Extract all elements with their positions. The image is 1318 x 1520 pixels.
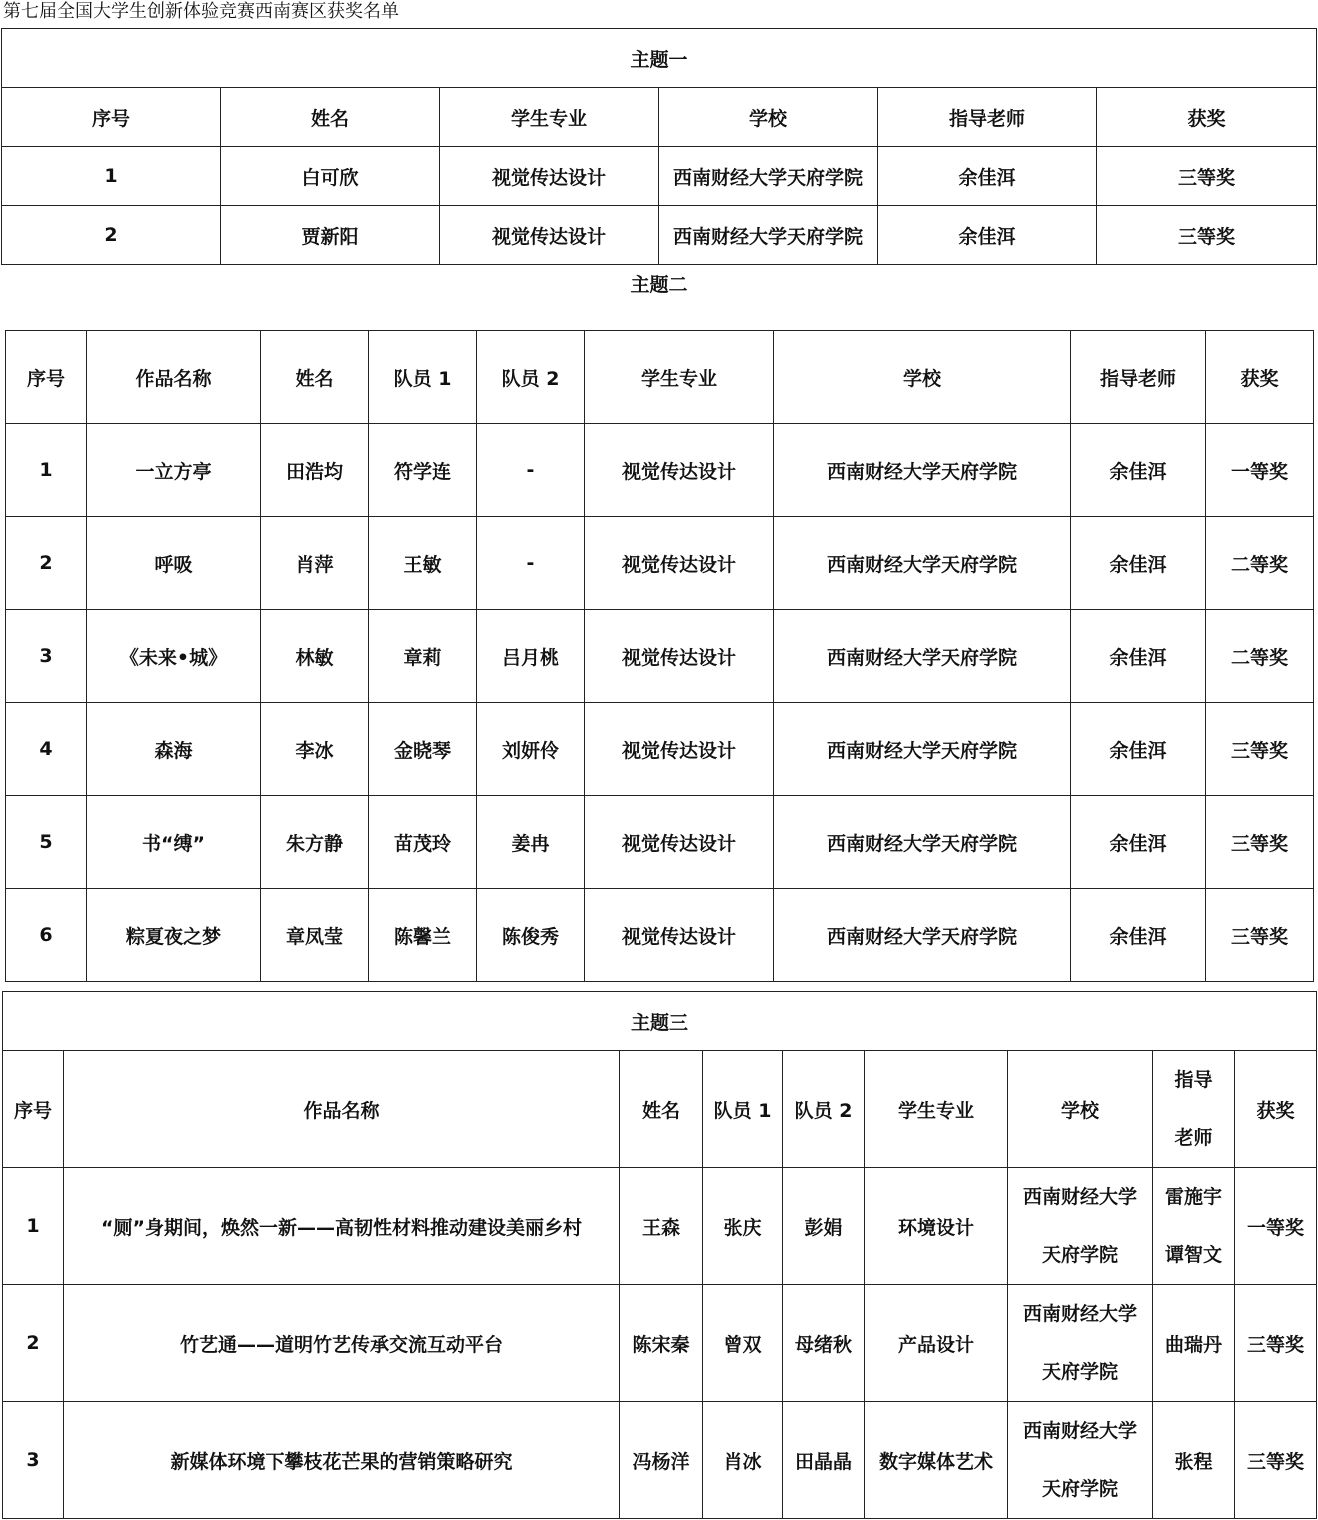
table-row: [2, 147, 1317, 206]
table-cell: 2: [3, 1285, 64, 1402]
table-cell: 林敏: [261, 610, 369, 703]
table-cell: 三等奖: [1097, 206, 1317, 265]
header-cell: 序号: [6, 331, 87, 424]
table-cell: 一立方亭: [87, 424, 261, 517]
table-cell: 陈宋秦: [620, 1285, 703, 1402]
table-cell: 金晓琴: [369, 703, 477, 796]
table-cell-work: 竹艺通——道明竹艺传承交流互动平台: [64, 1285, 620, 1402]
header-cell: 学校: [1008, 1051, 1153, 1168]
table-cell: 森海: [87, 703, 261, 796]
header-cell: 队员 2: [477, 331, 585, 424]
table-cell: 视觉传达设计: [585, 703, 774, 796]
table-cell: 刘妍伶: [477, 703, 585, 796]
table-cell: 王敏: [369, 517, 477, 610]
table-cell: 符学连: [369, 424, 477, 517]
theme3-title: 主题三: [3, 992, 1317, 1051]
table-cell: 余佳洱: [1071, 703, 1206, 796]
school-line1: 西南财经大学: [1022, 1420, 1137, 1442]
header-cell: 队员 1: [369, 331, 477, 424]
table-cell: 田晶晶: [783, 1402, 865, 1519]
table-cell: 西南财经大学天府学院: [774, 517, 1071, 610]
table-cell: 西南财经大学天府学院: [774, 610, 1071, 703]
table-row: [6, 889, 1314, 982]
header-cell: 获奖: [1097, 88, 1317, 147]
table-cell: 2: [2, 206, 221, 265]
header-teacher-line2: 老师: [1174, 1127, 1213, 1149]
table-cell: 章凤莹: [261, 889, 369, 982]
table-cell: 三等奖: [1206, 889, 1314, 982]
header-cell: 序号: [3, 1051, 64, 1168]
table-cell: 5: [6, 796, 87, 889]
table-row: [6, 424, 1314, 517]
table-cell: 朱方静: [261, 796, 369, 889]
header-cell-teacher: [1153, 1051, 1235, 1168]
header-cell: 指导老师: [1071, 331, 1206, 424]
table-cell: 肖萍: [261, 517, 369, 610]
table-cell: 田浩均: [261, 424, 369, 517]
school-line1: 西南财经大学: [1022, 1303, 1137, 1325]
table-cell: 白可欣: [221, 147, 440, 206]
table-cell: 余佳洱: [878, 206, 1097, 265]
table-cell: 西南财经大学天府学院: [774, 889, 1071, 982]
header-cell: 学生专业: [585, 331, 774, 424]
table-cell: 1: [2, 147, 221, 206]
header-cell: 序号: [2, 88, 221, 147]
table-cell-teacher: [1153, 1168, 1235, 1285]
table-cell: 王森: [620, 1168, 703, 1285]
table-cell-school: [1008, 1402, 1153, 1519]
table-cell: 1: [6, 424, 87, 517]
table-cell: 西南财经大学天府学院: [659, 147, 878, 206]
table-cell: 贾新阳: [221, 206, 440, 265]
table-row: [3, 1168, 1317, 1285]
table-cell: 陈馨兰: [369, 889, 477, 982]
theme1-title: 主题一: [2, 29, 1317, 88]
header-cell: 姓名: [221, 88, 440, 147]
school-line2: 天府学院: [1041, 1361, 1118, 1383]
table-cell-school: [1008, 1168, 1153, 1285]
table-cell: 曾双: [703, 1285, 783, 1402]
header-cell: 学生专业: [865, 1051, 1008, 1168]
table-row: [6, 610, 1314, 703]
table-cell: 吕月桃: [477, 610, 585, 703]
table-cell: 数字媒体艺术: [865, 1402, 1008, 1519]
table-row: [6, 517, 1314, 610]
table-cell: 视觉传达设计: [585, 517, 774, 610]
table-row: [3, 1402, 1317, 1519]
table-cell: 彭娟: [783, 1168, 865, 1285]
teacher-line2: 谭智文: [1164, 1244, 1222, 1266]
table-cell: 陈俊秀: [477, 889, 585, 982]
header-cell: 学校: [774, 331, 1071, 424]
table-cell: 西南财经大学天府学院: [774, 424, 1071, 517]
header-cell: 作品名称: [87, 331, 261, 424]
table-cell: 母绪秋: [783, 1285, 865, 1402]
table-cell: 李冰: [261, 703, 369, 796]
table-cell: -: [477, 424, 585, 517]
table-cell: 一等奖: [1206, 424, 1314, 517]
table-cell: 姜冉: [477, 796, 585, 889]
header-cell: 学校: [659, 88, 878, 147]
table-cell: 一等奖: [1235, 1168, 1317, 1285]
school-line2: 天府学院: [1041, 1244, 1118, 1266]
table-cell: 余佳洱: [1071, 424, 1206, 517]
table-cell: 余佳洱: [1071, 889, 1206, 982]
theme3-title-row: [3, 992, 1317, 1051]
table-cell: 苗茂玲: [369, 796, 477, 889]
table-cell: 肖冰: [703, 1402, 783, 1519]
table-cell: 余佳洱: [1071, 610, 1206, 703]
theme2-title: 主题二: [630, 274, 688, 296]
header-cell: 姓名: [261, 331, 369, 424]
table-cell-work: “厕”身期间，焕然一新——高韧性材料推动建设美丽乡村: [64, 1168, 620, 1285]
header-cell: 获奖: [1235, 1051, 1317, 1168]
theme1-table: [1, 28, 1317, 265]
table-cell: 余佳洱: [1071, 517, 1206, 610]
table-cell: 西南财经大学天府学院: [774, 796, 1071, 889]
table-cell: 二等奖: [1206, 610, 1314, 703]
table-cell: 粽夏夜之梦: [87, 889, 261, 982]
table-cell: 章莉: [369, 610, 477, 703]
table-cell: 1: [3, 1168, 64, 1285]
header-cell: 姓名: [620, 1051, 703, 1168]
header-teacher-line1: 指导: [1174, 1069, 1213, 1091]
table-cell: 西南财经大学天府学院: [659, 206, 878, 265]
theme3-header-row: [3, 1051, 1317, 1168]
header-cell: 队员 1: [703, 1051, 783, 1168]
school-line2: 天府学院: [1041, 1478, 1118, 1500]
table-row: [6, 796, 1314, 889]
table-cell: 产品设计: [865, 1285, 1008, 1402]
table-cell: 视觉传达设计: [440, 147, 659, 206]
table-cell: 冯杨洋: [620, 1402, 703, 1519]
table-cell: 余佳洱: [1071, 796, 1206, 889]
table-cell-school: [1008, 1285, 1153, 1402]
table-cell: 视觉传达设计: [585, 610, 774, 703]
table-cell: 书“缚”: [87, 796, 261, 889]
table-cell: 3: [6, 610, 87, 703]
theme1-header-row: [2, 88, 1317, 147]
table-cell: 4: [6, 703, 87, 796]
theme2-table: [5, 330, 1314, 982]
table-cell: 张庆: [703, 1168, 783, 1285]
theme1-title-row: [2, 29, 1317, 88]
table-cell: 呼吸: [87, 517, 261, 610]
header-cell: 获奖: [1206, 331, 1314, 424]
header-cell: 作品名称: [64, 1051, 620, 1168]
table-cell: 三等奖: [1206, 703, 1314, 796]
table-cell: 视觉传达设计: [585, 796, 774, 889]
header-cell: 学生专业: [440, 88, 659, 147]
table-cell: 三等奖: [1235, 1402, 1317, 1519]
table-cell: 西南财经大学天府学院: [774, 703, 1071, 796]
table-cell-teacher: 张程: [1153, 1402, 1235, 1519]
table-cell: 三等奖: [1235, 1285, 1317, 1402]
header-cell: 指导老师: [878, 88, 1097, 147]
table-cell: -: [477, 517, 585, 610]
document-title: 第七届全国大学生创新体验竞赛西南赛区获奖名单: [3, 1, 399, 22]
table-cell: 视觉传达设计: [440, 206, 659, 265]
table-cell: 三等奖: [1206, 796, 1314, 889]
header-cell: 队员 2: [783, 1051, 865, 1168]
table-cell: 环境设计: [865, 1168, 1008, 1285]
theme2-header-row: [6, 331, 1314, 424]
table-row: [6, 703, 1314, 796]
table-row: [2, 206, 1317, 265]
table-cell: 视觉传达设计: [585, 424, 774, 517]
teacher-line1: 雷施宇: [1164, 1186, 1222, 1208]
table-row: [3, 1285, 1317, 1402]
table-cell: 余佳洱: [878, 147, 1097, 206]
table-cell-work: 新媒体环境下攀枝花芒果的营销策略研究: [64, 1402, 620, 1519]
table-cell: 3: [3, 1402, 64, 1519]
theme3-table: [2, 991, 1317, 1519]
table-cell: 二等奖: [1206, 517, 1314, 610]
table-cell: 《未来•城》: [87, 610, 261, 703]
table-cell: 视觉传达设计: [585, 889, 774, 982]
table-cell-teacher: 曲瑞丹: [1153, 1285, 1235, 1402]
table-cell: 2: [6, 517, 87, 610]
table-cell: 三等奖: [1097, 147, 1317, 206]
table-cell: 6: [6, 889, 87, 982]
school-line1: 西南财经大学: [1022, 1186, 1137, 1208]
